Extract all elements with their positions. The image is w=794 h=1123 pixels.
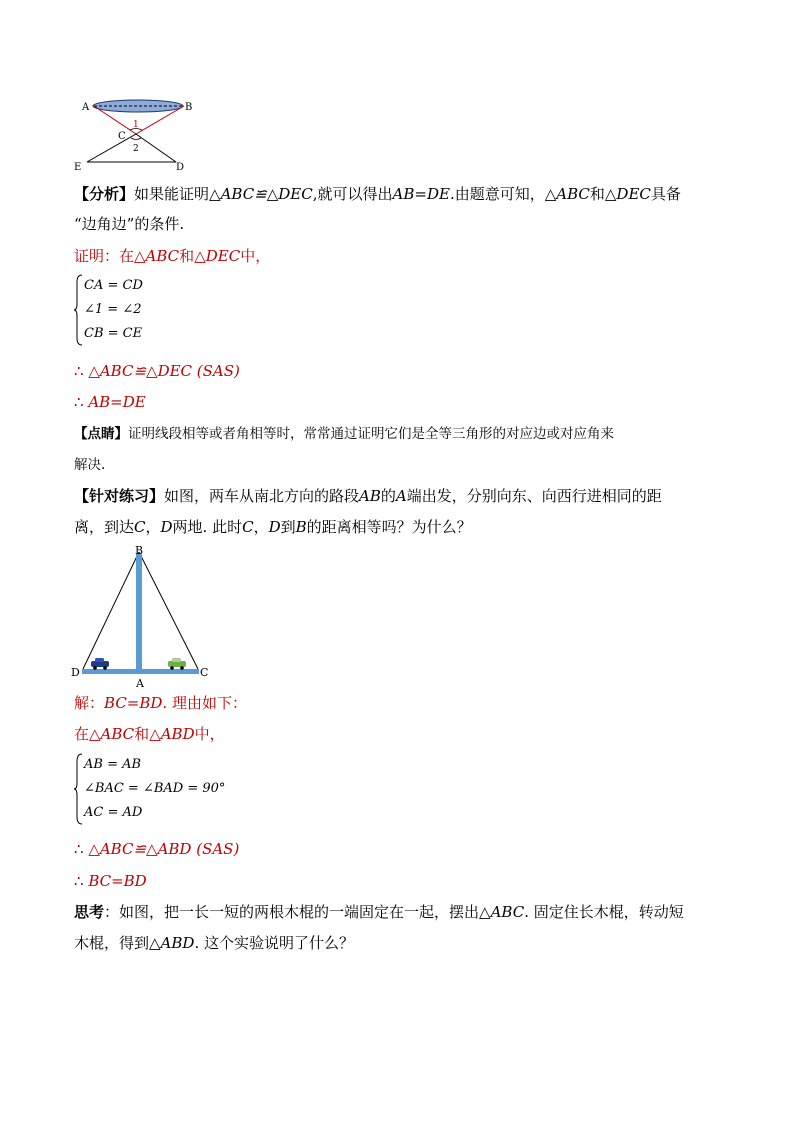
- text: . 固定住长木棍，转动短: [524, 903, 684, 921]
- math: C: [134, 518, 146, 536]
- text: ：如图，把一长一短的两根木棍的一端固定在一起，摆出: [104, 903, 480, 921]
- system-row: CA = CD: [84, 278, 143, 293]
- text: ，: [145, 518, 161, 536]
- solution-conclusion-1: [74, 837, 239, 861]
- segment-bc: [139, 552, 198, 669]
- text: 中，: [194, 725, 225, 743]
- proof-intro: [74, 244, 270, 268]
- therefore-symbol: ∴: [74, 840, 89, 858]
- math: BC=BD: [104, 694, 163, 712]
- math: AB: [359, 487, 381, 505]
- text: 如图，两车从南北方向的路段: [164, 487, 360, 505]
- label-2: 2: [133, 144, 139, 154]
- label-a: A: [136, 677, 144, 690]
- math: △ABC≌△DEC (SAS): [88, 362, 240, 380]
- therefore-symbol: ∴: [74, 393, 89, 411]
- text: 如果能证明: [134, 185, 210, 203]
- system-row: AB = AB: [84, 757, 142, 772]
- math: D: [268, 518, 281, 536]
- text: 的距离相等吗？为什么？: [306, 518, 472, 536]
- tip-tag: 【点睛】: [74, 426, 128, 442]
- math: C: [242, 518, 254, 536]
- practice-tag: 【针对练习】: [74, 487, 165, 505]
- text: . 理由如下：: [162, 694, 247, 712]
- solution-conclusion-2: [74, 869, 147, 893]
- math: △ABC≌△ABD (SAS): [88, 840, 240, 858]
- angle-mark-2: [131, 138, 141, 140]
- math: △ABC: [134, 247, 180, 265]
- math: △ABC≌△DEC: [209, 185, 313, 203]
- text: 到: [280, 518, 296, 536]
- label-c: C: [118, 131, 126, 142]
- analysis-tag: 【分析】: [74, 185, 135, 203]
- system-row: ∠BAC = ∠BAD = 90°: [84, 781, 226, 796]
- proof-conclusion-2: [74, 390, 146, 414]
- proof-system: [74, 274, 194, 346]
- math: D: [160, 518, 173, 536]
- label-d: D: [176, 162, 185, 173]
- think-tag: 思考: [74, 903, 105, 921]
- math: △DEC: [604, 185, 651, 203]
- text: 证明：在: [74, 247, 135, 265]
- text: 端出发，分别向东、向西行进相同的距: [406, 487, 662, 505]
- brace-icon: [74, 274, 84, 346]
- practice-line-1: [74, 484, 662, 508]
- analysis-line-2: “边角边”的条件.: [74, 215, 185, 233]
- system-row: AC = AD: [84, 805, 143, 820]
- tip-line-1: [74, 422, 614, 446]
- system-row: CB = CE: [84, 326, 143, 341]
- text: 在: [74, 725, 90, 743]
- text: 木棍，得到: [74, 934, 150, 952]
- text: 两地. 此时: [172, 518, 243, 536]
- tip-line-2: 解决.: [74, 457, 106, 473]
- figure-cars: [68, 542, 218, 690]
- text: 和: [134, 725, 150, 743]
- text: 证明线段相等或者角相等时，常常通过证明它们是全等三角形的对应边或对应角来: [128, 426, 614, 442]
- label-c: C: [200, 666, 209, 679]
- text: 具备: [650, 185, 681, 203]
- text: 离，到达: [74, 518, 135, 536]
- text: 解：: [74, 694, 105, 712]
- math: △ABC: [544, 185, 590, 203]
- math: △ABD: [149, 725, 195, 743]
- label-b: B: [185, 102, 193, 113]
- therefore-symbol: ∴: [74, 872, 89, 890]
- label-1: 1: [133, 120, 139, 130]
- think-line-2: [74, 931, 354, 955]
- math: B: [295, 518, 307, 536]
- label-a: A: [82, 102, 90, 113]
- math: △ABC: [89, 725, 135, 743]
- text: .由题意可知，: [449, 185, 545, 203]
- label-b: B: [135, 544, 144, 557]
- math: △DEC: [194, 247, 241, 265]
- solution-line: [74, 691, 247, 715]
- math: AB=DE: [392, 185, 450, 203]
- math: △ABC: [479, 903, 525, 921]
- math: AB=DE: [88, 393, 146, 411]
- road-dc: [82, 669, 199, 674]
- text: ，: [253, 518, 269, 536]
- analysis-line-1: [74, 182, 681, 206]
- segment-cd: [136, 134, 176, 162]
- math: BC=BD: [88, 872, 147, 890]
- text: ,就可以得出: [312, 185, 393, 203]
- figure-bridge: [74, 96, 200, 174]
- text: . 这个实验说明了什么？: [194, 934, 354, 952]
- proof-conclusion-1: [74, 359, 240, 383]
- segment-ce: [87, 134, 136, 162]
- solution-intro: [74, 722, 225, 746]
- system-row: ∠1 = ∠2: [84, 302, 142, 317]
- label-d: D: [71, 666, 80, 679]
- segment-bd: [83, 552, 139, 669]
- text: 中，: [240, 247, 271, 265]
- text: 和: [179, 247, 195, 265]
- practice-line-2: [74, 515, 472, 539]
- car-green-icon: [168, 658, 186, 670]
- think-line-1: [74, 900, 684, 924]
- math: △ABD: [149, 934, 195, 952]
- label-e: E: [74, 162, 82, 173]
- road-ab: [136, 554, 142, 673]
- solution-system: [74, 753, 254, 825]
- car-blue-icon: [91, 658, 109, 670]
- brace-icon: [74, 753, 84, 825]
- math: A: [395, 487, 407, 505]
- text: 的: [380, 487, 396, 505]
- therefore-symbol: ∴: [74, 362, 89, 380]
- text: 和: [589, 185, 605, 203]
